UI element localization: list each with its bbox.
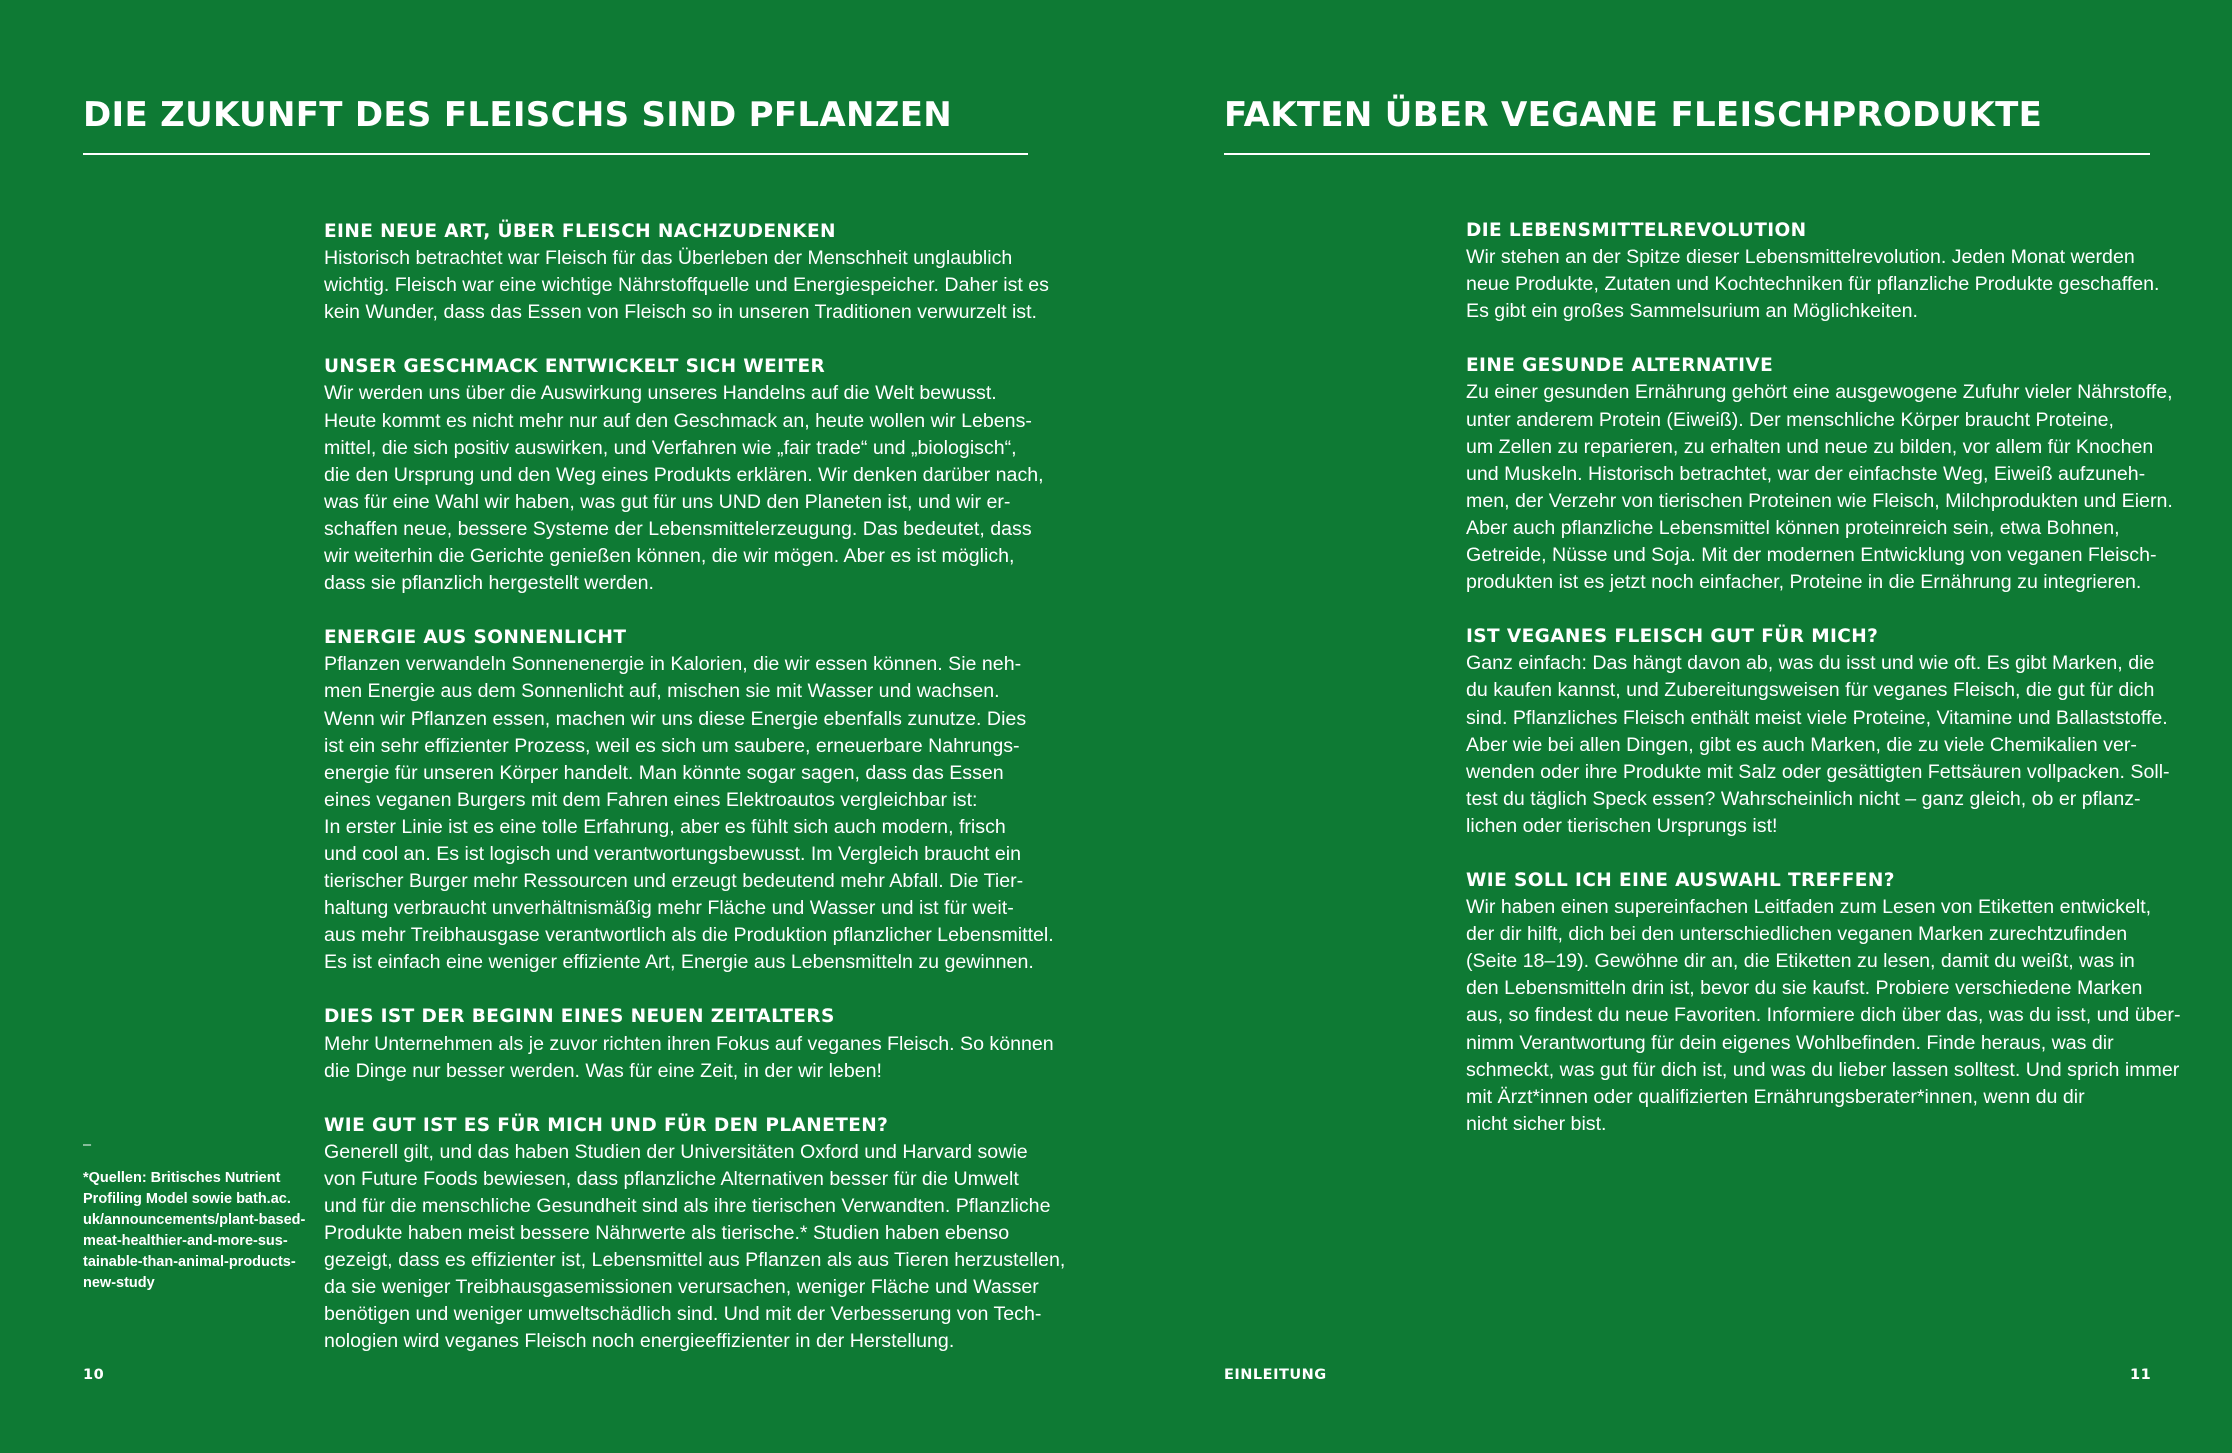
body-line: Wenn wir Pflanzen essen, machen wir uns diese Energie ebenfalls zunutze. Dies <box>324 707 1027 730</box>
body-line: energie für unseren Körper handelt. Man könnte sogar sagen, dass das Essen <box>324 761 1004 784</box>
section-body <box>324 651 1054 976</box>
section-body <box>1466 379 2173 596</box>
section-body <box>324 1139 1066 1356</box>
body-line: (Seite 18–19). Gewöhne dir an, die Etiketten zu lesen, damit du weißt, was in <box>1466 950 2135 973</box>
running-head: EINLEITUNG <box>1224 1367 1327 1383</box>
body-line: nologien wird veganes Fleisch noch energieeffizienter in der Herstellung. <box>324 1330 955 1353</box>
article-section <box>324 353 1044 597</box>
body-line: Pflanzen verwandeln Sonnenenergie in Kalorien, die wir essen können. Sie neh- <box>324 653 1022 676</box>
body-line: Generell gilt, und das haben Studien der Universitäten Oxford und Harvard sowie <box>324 1140 1028 1163</box>
right-column <box>1466 217 2181 1165</box>
article-section <box>1466 623 2170 840</box>
section-body <box>1466 894 2181 1138</box>
body-line: produkten ist es jetzt noch einfacher, Proteine in die Ernährung zu integrieren. <box>1466 571 2142 594</box>
body-line: schmeckt, was gut für dich ist, und was du lieber lassen solltest. Und sprich immer <box>1466 1058 2180 1081</box>
section-heading: EINE GESUNDE ALTERNATIVE <box>1466 355 1774 377</box>
body-line: In erster Linie ist es eine tolle Erfahrung, aber es fühlt sich auch modern, frisch <box>324 815 1006 838</box>
article-section <box>1466 352 2173 596</box>
body-line: der dir hilft, dich bei den unterschiedlichen veganen Marken zurechtzufinden <box>1466 923 2128 946</box>
section-heading: ENERGIE AUS SONNENLICHT <box>324 627 627 649</box>
body-line: die Dinge nur besser werden. Was für eine Zeit, in der wir leben! <box>324 1059 882 1082</box>
body-line: und Muskeln. Historisch betrachtet, war der einfachste Weg, Eiweiß aufzuneh- <box>1466 462 2146 485</box>
page-number-left: 10 <box>83 1367 105 1383</box>
article-section <box>324 218 1049 326</box>
body-line: Wir stehen an der Spitze dieser Lebensmittelrevolution. Jeden Monat werden <box>1466 246 2135 269</box>
section-heading: DIE LEBENSMITTELREVOLUTION <box>1466 220 1807 241</box>
right-page-title: FAKTEN ÜBER VEGANE FLEISCHPRODUKTE <box>1224 95 2043 135</box>
body-line: test du täglich Speck essen? Wahrscheinlich nicht – ganz gleich, ob er pflanz- <box>1466 787 2141 810</box>
body-line: um Zellen zu reparieren, zu erhalten und neue zu bilden, vor allem für Knochen <box>1466 435 2154 458</box>
article-section <box>324 1003 1054 1084</box>
body-line: Wir haben einen supereinfachen Leitfaden zum Lesen von Etiketten entwickelt, <box>1466 896 2152 919</box>
section-heading: WIE GUT IST ES FÜR MICH UND FÜR DEN PLANETEN? <box>324 1114 889 1136</box>
body-line: den Lebensmitteln drin ist, bevor du sie kaufst. Probiere verschiedene Marken <box>1466 977 2143 1000</box>
body-line: benötigen und weniger umweltschädlich sind. Und mit der Verbesserung von Tech- <box>324 1303 1042 1326</box>
body-line: men Energie aus dem Sonnenlicht auf, mischen sie mit Wasser und wachsen. <box>324 680 1000 703</box>
article-section <box>1466 867 2181 1138</box>
section-heading: WIE SOLL ICH EINE AUSWAHL TREFFEN? <box>1466 869 1895 891</box>
section-heading: DIES IST DER BEGINN EINES NEUEN ZEITALTERS <box>324 1006 835 1028</box>
body-line: Mehr Unternehmen als je zuvor richten ihren Fokus auf veganes Fleisch. So können <box>324 1032 1054 1055</box>
footnote-line: Profiling Model sowie bath.ac. <box>83 1191 291 1207</box>
body-line: Zu einer gesunden Ernährung gehört eine ausgewogene Zufuhr vieler Nährstoffe, <box>1466 381 2173 404</box>
article-section <box>324 1112 1066 1356</box>
left-title-rule <box>83 153 1028 155</box>
body-line: haltung verbraucht unverhältnismäßig mehr Fläche und Wasser und ist für weit- <box>324 897 1014 920</box>
body-line: Aber wie bei allen Dingen, gibt es auch Marken, die zu viele Chemikalien ver- <box>1466 733 2137 756</box>
footnote <box>83 1135 305 1294</box>
section-body <box>324 1031 1054 1085</box>
page-number-right: 11 <box>2130 1367 2152 1383</box>
body-line: wir weiterhin die Gerichte genießen können, die wir mögen. Aber es ist möglich, <box>324 545 1015 568</box>
body-line: nicht sicher bist. <box>1466 1112 1607 1135</box>
body-line: aus, so findest du neue Favoriten. Informiere dich über das, was du isst, und über- <box>1466 1004 2181 1027</box>
body-line: ist ein sehr effizienter Prozess, weil es sich um saubere, erneuerbare Nahrungs- <box>324 734 1020 757</box>
footnote-line: *Quellen: Britisches Nutrient <box>83 1170 281 1186</box>
body-line: Historisch betrachtet war Fleisch für das Überleben der Menschheit unglaublich <box>324 247 1013 270</box>
body-line: men, der Verzehr von tierischen Proteinen wie Fleisch, Milchprodukten und Eiern. <box>1466 489 2173 512</box>
section-body <box>324 245 1049 326</box>
body-line: tierischer Burger mehr Ressourcen und erzeugt bedeutend mehr Abfall. Die Tier- <box>324 870 1024 893</box>
left-page-title: DIE ZUKUNFT DES FLEISCHS SIND PFLANZEN <box>83 95 952 135</box>
section-body <box>1466 650 2170 840</box>
article-section <box>1466 217 2160 325</box>
body-line: und für die menschliche Gesundheit sind als ihre tierischen Verwandten. Pflanzliche <box>324 1195 1051 1217</box>
left-column <box>324 218 1066 1383</box>
body-line: Getreide, Nüsse und Soja. Mit der modernen Entwicklung von veganen Fleisch- <box>1466 544 2157 567</box>
body-line: gezeigt, dass es effizienter ist, Lebensmittel aus Pflanzen als aus Tieren herzustellen, <box>324 1249 1066 1272</box>
body-line: was für eine Wahl wir haben, was gut für uns UND den Planeten ist, und wir er- <box>324 490 1011 513</box>
footnote-line: new-study <box>83 1275 155 1291</box>
body-line: sind. Pflanzliches Fleisch enthält meist viele Proteine, Vitamine und Ballaststoffe. <box>1466 706 2168 729</box>
body-line: wichtig. Fleisch war eine wichtige Nährstoffquelle und Energiespeicher. Daher ist es <box>324 274 1049 297</box>
footnote-dash: – <box>83 1137 92 1153</box>
body-line: schaffen neue, bessere Systeme der Lebensmittelerzeugung. Das bedeutet, dass <box>324 517 1032 540</box>
body-line: wenden oder ihre Produkte mit Salz oder gesättigten Fettsäuren vollpacken. Soll- <box>1466 760 2170 783</box>
body-line: Wir werden uns über die Auswirkung unseres Handelns auf die Welt bewusst. <box>324 382 997 405</box>
body-line: von Future Foods bewiesen, dass pflanzliche Alternativen besser für die Umwelt <box>324 1167 1019 1190</box>
body-line: eines veganen Burgers mit dem Fahren eines Elektroautos vergleichbar ist: <box>324 788 978 811</box>
body-line: und cool an. Es ist logisch und verantwortungsbewusst. Im Vergleich braucht ein <box>324 842 1022 865</box>
body-line: da sie weniger Treibhausgasemissionen verursachen, weniger Fläche und Wasser <box>324 1276 1039 1299</box>
body-line: Es gibt ein großes Sammelsurium an Möglichkeiten. <box>1466 300 1918 323</box>
right-title-rule <box>1224 153 2150 155</box>
body-line: nimm Verantwortung für dein eigenes Wohlbefinden. Finde heraus, was dir <box>1466 1031 2114 1054</box>
section-heading: IST VEGANES FLEISCH GUT FÜR MICH? <box>1466 626 1879 648</box>
body-line: lichen oder tierischen Ursprungs ist! <box>1466 814 1778 837</box>
footnote-line: meat-healthier-and-more-sus- <box>83 1233 288 1249</box>
body-line: aus mehr Treibhausgase verantwortlich als die Produktion pflanzlicher Lebensmittel. <box>324 924 1054 947</box>
body-line: Produkte haben meist bessere Nährwerte als tierische.* Studien haben ebenso <box>324 1222 1010 1245</box>
footnote-line: uk/announcements/plant-based- <box>83 1212 306 1228</box>
section-heading: UNSER GESCHMACK ENTWICKELT SICH WEITER <box>324 356 826 378</box>
body-line: Es ist einfach eine weniger effiziente Art, Energie aus Lebensmitteln zu gewinnen. <box>324 951 1034 974</box>
body-line: unter anderem Protein (Eiweiß). Der menschliche Körper braucht Proteine, <box>1466 408 2114 431</box>
body-line: die den Ursprung und den Weg eines Produkts erklären. Wir denken darüber nach, <box>324 463 1044 486</box>
section-body <box>324 380 1044 597</box>
body-line: kein Wunder, dass das Essen von Fleisch so in unseren Traditionen verwurzelt ist. <box>324 301 1037 324</box>
article-section <box>324 624 1054 976</box>
body-line: Ganz einfach: Das hängt davon ab, was du isst und wie oft. Es gibt Marken, die <box>1466 652 2155 675</box>
body-line: du kaufen kannst, und Zubereitungsweisen für veganes Fleisch, die gut für dich <box>1466 679 2155 702</box>
section-body <box>1466 244 2160 325</box>
section-heading: EINE NEUE ART, ÜBER FLEISCH NACHZUDENKEN <box>324 221 836 242</box>
footnote-line: tainable-than-animal-products- <box>83 1254 296 1270</box>
body-line: mittel, die sich positiv auswirken, und Verfahren wie „fair trade“ und „biologisch“, <box>324 436 1017 459</box>
body-line: Heute kommt es nicht mehr nur auf den Geschmack an, heute wollen wir Lebens- <box>324 409 1032 432</box>
body-line: neue Produkte, Zutaten und Kochtechniken für pflanzliche Produkte geschaffen. <box>1466 273 2160 296</box>
body-line: dass sie pflanzlich hergestellt werden. <box>324 572 655 595</box>
body-line: Aber auch pflanzliche Lebensmittel können proteinreich sein, etwa Bohnen, <box>1466 516 2120 539</box>
body-line: mit Ärzt*innen oder qualifizierten Ernährungsberater*innen, wenn du dir <box>1466 1085 2085 1108</box>
